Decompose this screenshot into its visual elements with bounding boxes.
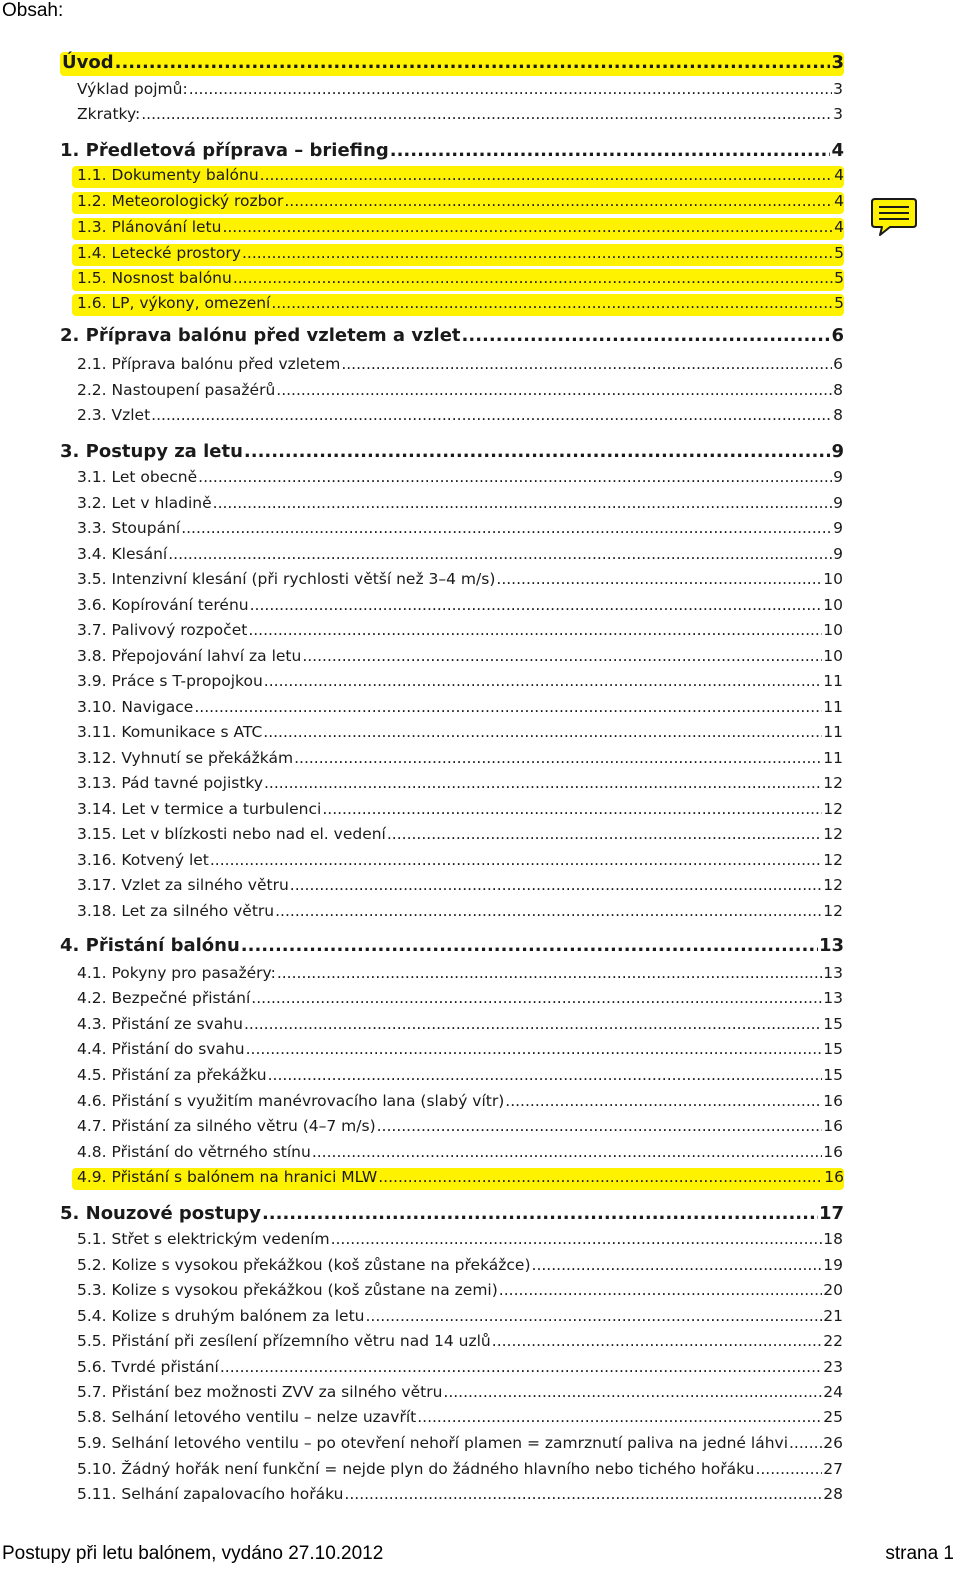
- toc-dot-leader: [276, 381, 832, 399]
- toc-entry[interactable]: [60, 1203, 844, 1227]
- toc-entry[interactable]: [77, 1307, 843, 1329]
- toc-entry[interactable]: [77, 1485, 843, 1507]
- toc-entry-page: 4: [834, 166, 844, 184]
- toc-entry-title: 3.14. Let v termice a turbulenci: [77, 800, 322, 818]
- toc-entry-page: 12: [823, 876, 843, 894]
- toc-dot-leader: [462, 325, 831, 346]
- toc-dot-leader: [377, 1117, 823, 1135]
- toc-entry-page: 9: [833, 494, 843, 512]
- toc-dot-leader: [755, 1460, 822, 1478]
- toc-entry-page: 6: [833, 355, 843, 373]
- toc-dot-leader: [260, 166, 833, 184]
- toc-entry-page: 5: [834, 244, 844, 262]
- toc-entry-title: 4.8. Přistání do větrného stínu: [77, 1143, 311, 1161]
- toc-entry[interactable]: [72, 269, 844, 291]
- toc-entry-page: 4: [831, 140, 844, 161]
- toc-entry-title: 4.3. Přistání ze svahu: [77, 1015, 243, 1033]
- toc-entry-title: 2.1. Příprava balónu před vzletem: [77, 355, 341, 373]
- toc-dot-leader: [141, 105, 832, 123]
- toc-entry[interactable]: [77, 545, 843, 567]
- toc-entry-page: 16: [823, 1143, 843, 1161]
- toc-entry[interactable]: [77, 989, 843, 1011]
- toc-entry[interactable]: [77, 851, 843, 873]
- toc-entry-title: Zkratky:: [77, 105, 141, 123]
- toc-dot-leader: [290, 876, 822, 894]
- toc-entry[interactable]: [77, 596, 843, 618]
- toc-entry-page: 9: [833, 468, 843, 486]
- toc-entry-page: 10: [823, 596, 843, 614]
- toc-entry[interactable]: [77, 672, 843, 694]
- toc-dot-leader: [222, 218, 833, 236]
- toc-dot-leader: [250, 596, 823, 614]
- toc-entry[interactable]: [60, 325, 844, 349]
- toc-entry-title: 5.5. Přistání při zesílení přízemního větru nad 14 uzlů: [77, 1332, 491, 1350]
- toc-dot-leader: [302, 647, 822, 665]
- toc-dot-leader: [248, 621, 822, 639]
- toc-entry[interactable]: [77, 1092, 843, 1114]
- toc-entry-page: 10: [823, 647, 843, 665]
- toc-dot-leader: [532, 1256, 823, 1274]
- toc-entry[interactable]: [72, 218, 844, 240]
- toc-entry[interactable]: [72, 192, 844, 214]
- toc-dot-leader: [365, 1307, 822, 1325]
- toc-entry-page: 11: [823, 698, 843, 716]
- toc-dot-leader: [210, 851, 822, 869]
- toc-dot-leader: [151, 406, 832, 424]
- toc-entry-title: 1.3. Plánování letu: [77, 218, 222, 236]
- toc-entry-title: 5.8. Selhání letového ventilu – nelze uzavřít: [77, 1408, 417, 1426]
- toc-entry[interactable]: [77, 964, 843, 986]
- toc-dot-leader: [242, 244, 833, 262]
- toc-entry[interactable]: [77, 698, 843, 720]
- toc-entry-title: 3.8. Přepojování lahví za letu: [77, 647, 302, 665]
- toc-dot-leader: [322, 800, 822, 818]
- toc-entry-title: 3.13. Pád tavné pojistky: [77, 774, 263, 792]
- toc-entry-page: 3: [831, 52, 844, 73]
- toc-dot-leader: [294, 749, 822, 767]
- toc-entry[interactable]: [72, 294, 844, 316]
- toc-dot-leader: [341, 355, 832, 373]
- toc-entry-title: 3.2. Let v hladině: [77, 494, 212, 512]
- toc-entry-title: 4.6. Přistání s využitím manévrovacího lana (slabý vítr): [77, 1092, 505, 1110]
- toc-entry-page: 22: [823, 1332, 843, 1350]
- toc-entry-title: 3.1. Let obecně: [77, 468, 198, 486]
- toc-entry[interactable]: [77, 1040, 843, 1062]
- toc-entry-page: 20: [823, 1281, 843, 1299]
- toc-entry-page: 15: [823, 1066, 843, 1084]
- toc-entry[interactable]: [77, 80, 843, 102]
- toc-entry-title: 3.18. Let za silného větru: [77, 902, 275, 920]
- toc-dot-leader: [271, 294, 833, 312]
- toc-entry-title: 4.5. Přistání za překážku: [77, 1066, 267, 1084]
- toc-entry-page: 26: [823, 1434, 843, 1452]
- toc-entry-title: 5.4. Kolize s druhým balónem za letu: [77, 1307, 365, 1325]
- toc-entry-title: 4.7. Přistání za silného větru (4–7 m/s): [77, 1117, 376, 1135]
- toc-entry-page: 15: [823, 1015, 843, 1033]
- toc-entry[interactable]: [77, 1143, 843, 1165]
- toc-entry-title: 1.4. Letecké prostory: [77, 244, 241, 262]
- toc-entry[interactable]: [77, 1281, 843, 1303]
- toc-entry-page: 19: [823, 1256, 843, 1274]
- toc-entry-title: 4. Přistání balónu: [60, 935, 240, 956]
- toc-entry-title: 3.17. Vzlet za silného větru: [77, 876, 289, 894]
- toc-entry[interactable]: [72, 1168, 844, 1190]
- toc-entry-page: 8: [833, 381, 843, 399]
- toc-entry-title: 3.12. Vyhnutí se překážkám: [77, 749, 294, 767]
- toc-entry[interactable]: [77, 355, 843, 377]
- toc-entry-page: 12: [823, 825, 843, 843]
- toc-entry-page: 27: [823, 1460, 843, 1478]
- toc-entry[interactable]: [77, 381, 843, 403]
- toc-dot-leader: [241, 935, 818, 956]
- toc-dot-leader: [213, 494, 832, 512]
- toc-entry-page: 9: [831, 441, 844, 462]
- toc-dot-leader: [284, 192, 833, 210]
- toc-entry-page: 16: [823, 1092, 843, 1110]
- toc-entry-title: 1.6. LP, výkony, omezení: [77, 294, 271, 312]
- toc-entry-page: 5: [834, 294, 844, 312]
- toc-entry-page: 13: [823, 989, 843, 1007]
- toc-entry[interactable]: [77, 723, 843, 745]
- toc-entry[interactable]: [60, 441, 844, 465]
- toc-entry-page: 4: [834, 192, 844, 210]
- toc-entry-page: 24: [823, 1383, 843, 1401]
- toc-dot-leader: [789, 1434, 822, 1452]
- toc-entry[interactable]: [77, 876, 843, 898]
- toc-entry-title: 5.2. Kolize s vysokou překážkou (koš zůstane na překážce): [77, 1256, 531, 1274]
- toc-dot-leader: [268, 1066, 823, 1084]
- toc-entry[interactable]: [60, 140, 844, 164]
- toc-entry-page: 13: [818, 935, 844, 956]
- toc-entry-title: Úvod: [62, 52, 114, 73]
- toc-entry-title: 3.7. Palivový rozpočet: [77, 621, 248, 639]
- toc-entry[interactable]: [77, 1408, 843, 1430]
- toc-dot-leader: [168, 545, 832, 563]
- toc-entry-page: 6: [831, 325, 844, 346]
- toc-entry-title: 5.3. Kolize s vysokou překážkou (koš zůstane na zemi): [77, 1281, 498, 1299]
- comment-note-icon[interactable]: [870, 196, 918, 238]
- toc-entry-title: 2. Příprava balónu před vzletem a vzlet: [60, 325, 461, 346]
- toc-entry[interactable]: [77, 494, 843, 516]
- toc-entry-title: 5. Nouzové postupy: [60, 1203, 261, 1224]
- toc-entry-title: 4.2. Bezpečné přistání: [77, 989, 251, 1007]
- toc-entry-title: 5.11. Selhání zapalovacího hořáku: [77, 1485, 344, 1503]
- toc-entry-title: 3.9. Práce s T-propojkou: [77, 672, 263, 690]
- toc-entry-title: 2.3. Vzlet: [77, 406, 151, 424]
- toc-entry-page: 23: [823, 1358, 843, 1376]
- toc-entry-title: 1. Předletová příprava – briefing: [60, 140, 389, 161]
- toc-entry[interactable]: [77, 647, 843, 669]
- toc-entry-page: 9: [833, 519, 843, 537]
- toc-dot-leader: [378, 1168, 823, 1186]
- toc-dot-leader: [344, 1485, 822, 1503]
- toc-entry[interactable]: [60, 52, 844, 76]
- toc-entry-page: 11: [823, 672, 843, 690]
- toc-entry-page: 16: [824, 1168, 844, 1186]
- toc-entry-title: 3.6. Kopírování terénu: [77, 596, 249, 614]
- toc-entry[interactable]: [77, 1117, 843, 1139]
- toc-dot-leader: [277, 964, 822, 982]
- toc-entry-title: 3.4. Klesání: [77, 545, 168, 563]
- toc-entry[interactable]: [72, 244, 844, 266]
- toc-dot-leader: [251, 989, 822, 1007]
- toc-entry-page: 25: [823, 1408, 843, 1426]
- toc-dot-leader: [387, 825, 822, 843]
- toc-entry[interactable]: [77, 1256, 843, 1278]
- toc-dot-leader: [246, 1040, 823, 1058]
- toc-entry-page: 9: [833, 545, 843, 563]
- toc-entry-title: 1.5. Nosnost balónu: [77, 269, 232, 287]
- toc-dot-leader: [263, 723, 822, 741]
- toc-entry-page: 3: [833, 105, 843, 123]
- toc-entry[interactable]: [77, 800, 843, 822]
- footer-page-number: strana 1: [885, 1543, 954, 1564]
- toc-dot-leader: [499, 1281, 822, 1299]
- toc-entry-title: Výklad pojmů:: [77, 80, 188, 98]
- toc-entry-title: 5.1. Střet s elektrickým vedením: [77, 1230, 330, 1248]
- toc-dot-leader: [233, 269, 833, 287]
- toc-entry-title: 4.4. Přistání do svahu: [77, 1040, 245, 1058]
- toc-entry[interactable]: [77, 1015, 843, 1037]
- toc-entry[interactable]: [77, 406, 843, 428]
- toc-dot-leader: [198, 468, 832, 486]
- toc-entry-title: 3.11. Komunikace s ATC: [77, 723, 263, 741]
- toc-entry-title: 5.7. Přistání bez možnosti ZVV za silného větru: [77, 1383, 443, 1401]
- toc-entry-title: 2.2. Nastoupení pasažérů: [77, 381, 276, 399]
- toc-entry-title: 1.2. Meteorologický rozbor: [77, 192, 284, 210]
- toc-entry-title: 3.10. Navigace: [77, 698, 194, 716]
- toc-entry-title: 4.9. Přistání s balónem na hranici MLW: [77, 1168, 378, 1186]
- toc-entry[interactable]: [77, 1434, 843, 1456]
- toc-entry-page: 4: [834, 218, 844, 236]
- toc-dot-leader: [115, 52, 831, 73]
- toc-entry[interactable]: [77, 621, 843, 643]
- toc-entry-page: 13: [823, 964, 843, 982]
- toc-dot-leader: [331, 1230, 823, 1248]
- toc-entry[interactable]: [77, 825, 843, 847]
- page-heading: Obsah:: [2, 0, 64, 21]
- toc-entry-page: 5: [834, 269, 844, 287]
- toc-dot-leader: [505, 1092, 822, 1110]
- toc-entry-page: 28: [823, 1485, 843, 1503]
- toc-entry-title: 1.1. Dokumenty balónu: [77, 166, 259, 184]
- toc-entry[interactable]: [72, 166, 844, 188]
- toc-entry-page: 11: [823, 749, 843, 767]
- toc-entry[interactable]: [77, 902, 843, 924]
- toc-entry[interactable]: [77, 1066, 843, 1088]
- toc-entry-title: 5.6. Tvrdé přistání: [77, 1358, 219, 1376]
- toc-dot-leader: [189, 80, 832, 98]
- toc-dot-leader: [264, 774, 822, 792]
- toc-dot-leader: [194, 698, 822, 716]
- toc-entry-page: 21: [823, 1307, 843, 1325]
- toc-entry[interactable]: [77, 468, 843, 490]
- toc-entry-title: 3.15. Let v blízkosti nebo nad el. vedení: [77, 825, 386, 843]
- toc-dot-leader: [244, 441, 831, 462]
- toc-entry-page: 8: [833, 406, 843, 424]
- toc-entry-title: 5.10. Žádný hořák není funkční = nejde plyn do žádného hlavního nebo tichého hořáku: [77, 1460, 755, 1478]
- toc-entry-page: 15: [823, 1040, 843, 1058]
- toc-entry[interactable]: [77, 1383, 843, 1405]
- toc-dot-leader: [417, 1408, 822, 1426]
- toc-entry-page: 12: [823, 800, 843, 818]
- toc-entry-page: 3: [833, 80, 843, 98]
- toc-entry-page: 17: [818, 1203, 844, 1224]
- toc-entry-page: 16: [823, 1117, 843, 1135]
- toc-entry[interactable]: [77, 1358, 843, 1380]
- toc-dot-leader: [496, 570, 822, 588]
- toc-dot-leader: [181, 519, 832, 537]
- toc-entry[interactable]: [77, 774, 843, 796]
- toc-entry[interactable]: [77, 1332, 843, 1354]
- toc-entry-page: 12: [823, 774, 843, 792]
- toc-entry-title: 4.1. Pokyny pro pasažéry:: [77, 964, 276, 982]
- toc-dot-leader: [275, 902, 822, 920]
- toc-entry[interactable]: [77, 570, 843, 592]
- footer-document-title: Postupy při letu balónem, vydáno 27.10.2012: [2, 1543, 384, 1564]
- toc-entry[interactable]: [77, 749, 843, 771]
- toc-dot-leader: [390, 140, 831, 161]
- toc-dot-leader: [312, 1143, 822, 1161]
- toc-entry[interactable]: [77, 1460, 843, 1482]
- toc-dot-leader: [264, 672, 822, 690]
- toc-entry[interactable]: [77, 519, 843, 541]
- toc-entry-title: 3.3. Stoupání: [77, 519, 181, 537]
- toc-dot-leader: [220, 1358, 822, 1376]
- toc-entry-title: 3. Postupy za letu: [60, 441, 243, 462]
- toc-entry-page: 12: [823, 902, 843, 920]
- toc-entry-title: 3.5. Intenzivní klesání (při rychlosti větší než 3–4 m/s): [77, 570, 496, 588]
- toc-entry[interactable]: [77, 105, 843, 127]
- toc-dot-leader: [492, 1332, 823, 1350]
- toc-entry-page: 10: [823, 570, 843, 588]
- toc-entry-page: 11: [823, 723, 843, 741]
- toc-entry[interactable]: [60, 935, 844, 959]
- toc-entry-title: 5.9. Selhání letového ventilu – po otevření nehoří plamen = zamrznutí paliva na jedné láhvi: [77, 1434, 788, 1452]
- toc-entry-title: 3.16. Kotvený let: [77, 851, 209, 869]
- toc-entry-page: 18: [823, 1230, 843, 1248]
- toc-entry-page: 12: [823, 851, 843, 869]
- toc-dot-leader: [244, 1015, 822, 1033]
- toc-entry[interactable]: [77, 1230, 843, 1252]
- toc-dot-leader: [262, 1203, 818, 1224]
- toc-dot-leader: [443, 1383, 822, 1401]
- toc-entry-page: 10: [823, 621, 843, 639]
